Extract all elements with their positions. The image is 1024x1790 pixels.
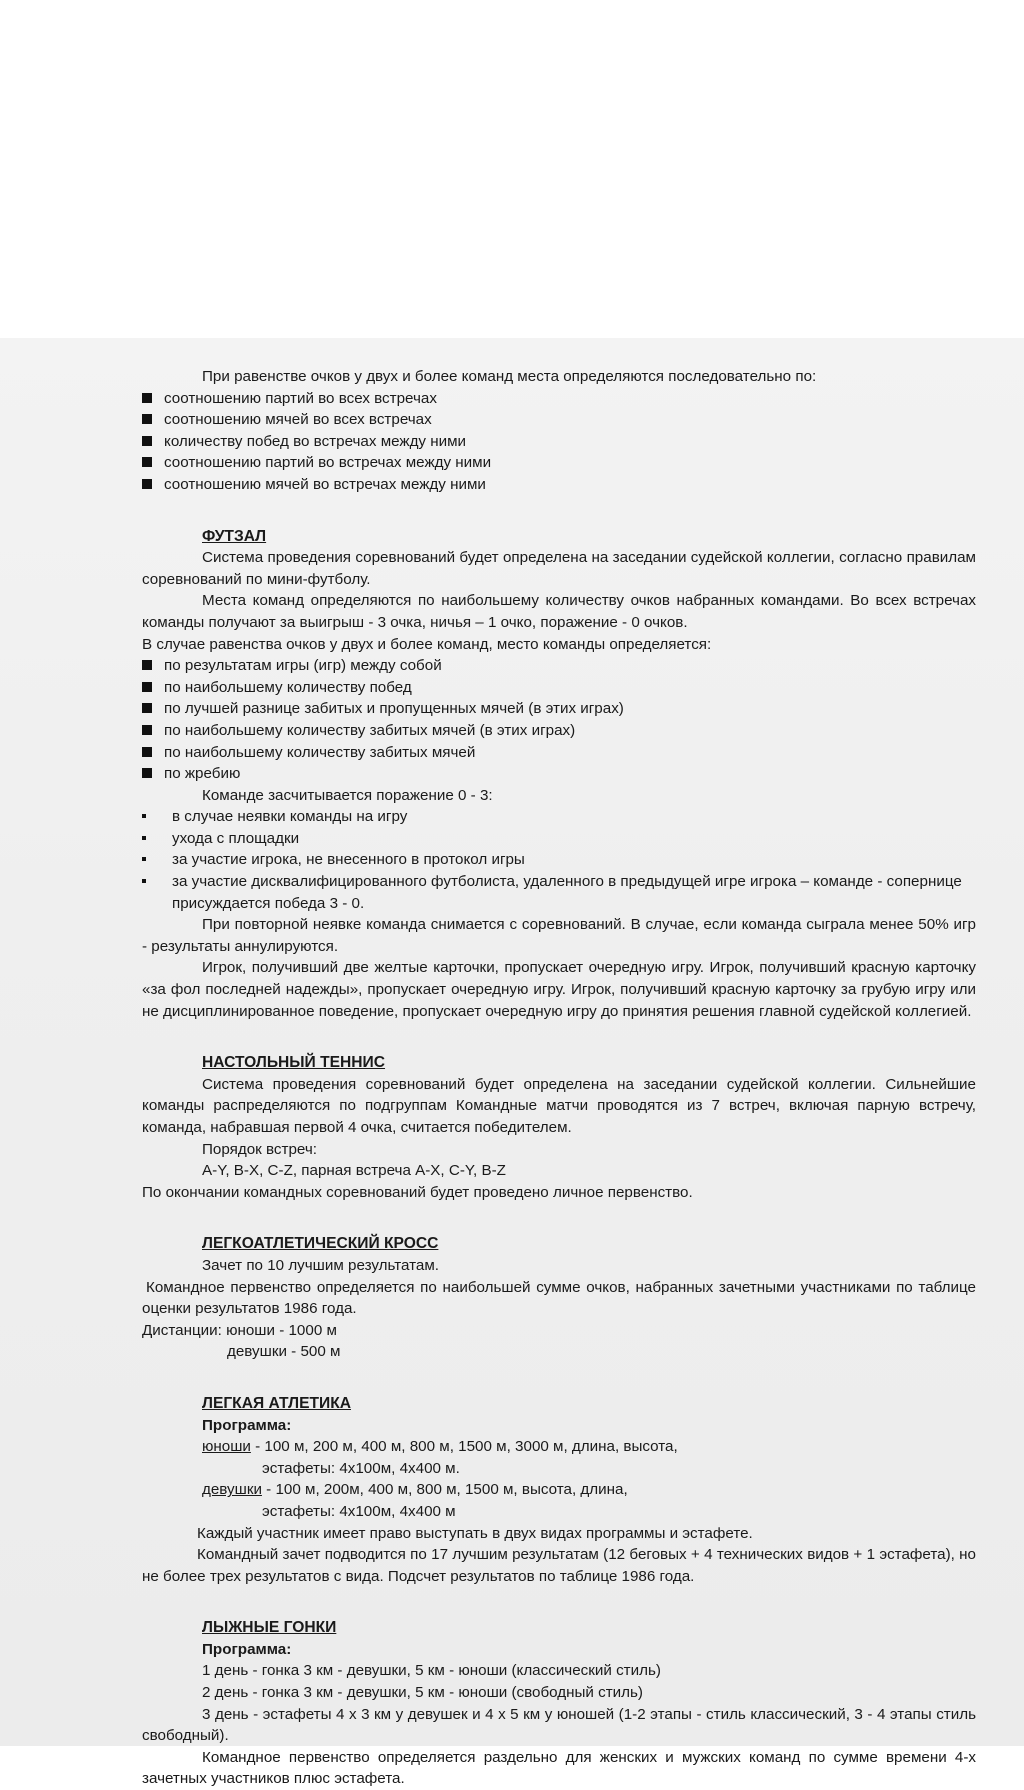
- cross-distance-boys: Дистанции: юноши - 1000 м: [142, 1321, 337, 1339]
- athletics-girls-line: [142, 1479, 976, 1501]
- list-item: за участие дисквалифицированного футболиста, удаленного в предыдущей игре игрока – команде - сопернице присуждается победа 3 - 0.: [142, 871, 976, 914]
- futsal-tiebreak-list: [142, 655, 976, 785]
- cross-distance-girls: девушки - 500 м: [227, 1343, 341, 1361]
- intro-lead: При равенстве очков у двух и более команд места определяются последовательно по:: [202, 368, 817, 385]
- tennis-order-label: Порядок встреч:: [202, 1140, 318, 1158]
- tennis-paragraph: По окончании командных соревнований будет проведено личное первенство.: [142, 1183, 693, 1201]
- list-item: по наибольшему количеству забитых мячей: [142, 742, 976, 764]
- list-item: по наибольшему количеству побед: [142, 677, 976, 699]
- ski-day-2: 2 день - гонка 3 км - девушки, 5 км - юноши (свободный стиль): [202, 1684, 643, 1702]
- futsal-paragraph: Система проведения соревнований будет определена на заседании судейской коллегии, согласно правилам соревнований по мини-футболу.: [142, 549, 976, 588]
- list-item: по жребию: [142, 763, 976, 785]
- futsal-forfeit-list: [142, 806, 976, 914]
- athletics-girls-events: - 100 м, 200м, 400 м, 800 м, 1500 м, высота, длина,: [261, 1481, 628, 1499]
- athletics-boys-label: юноши: [202, 1438, 251, 1456]
- futsal-paragraph: Команде засчитывается поражение 0 - 3:: [202, 786, 493, 804]
- list-item: по лучшей разнице забитых и пропущенных мячей (в этих играх): [142, 698, 976, 720]
- list-item: соотношению мячей во всех встречах: [142, 409, 976, 431]
- tennis-paragraph: Система проведения соревнований будет определена на заседании судейской коллегии. Сильнейшие команды распределяются по подгруппам Командные матчи проводятся из 7 встреч, включая парную встречу, команда, набравшая первой 4 очка, считается победителем.: [142, 1075, 976, 1136]
- athletics-paragraph: Каждый участник имеет право выступать в двух видах программы и эстафете.: [197, 1524, 753, 1542]
- ski-day-3: 3 день - эстафеты 4 х 3 км у девушек и 4 х 5 км у юношей (1-2 этапы - стиль классический, 3 - 4 этапы стиль свободный).: [142, 1705, 976, 1745]
- section-heading-athletics: ЛЕГКАЯ АТЛЕТИКА: [202, 1394, 351, 1412]
- section-heading-futsal: ФУТЗАЛ: [202, 527, 267, 545]
- athletics-girls-relay: эстафеты: 4х100м, 4х400 м: [262, 1502, 456, 1520]
- list-item: соотношению партий во всех встречах: [142, 388, 976, 410]
- list-item: соотношению партий во встречах между ними: [142, 452, 976, 474]
- list-item: по результатам игры (игр) между собой: [142, 655, 976, 677]
- futsal-paragraph: В случае равенства очков у двух и более команд, место команды определяется:: [142, 635, 712, 653]
- athletics-boys-relay: эстафеты: 4х100м, 4х400 м.: [262, 1459, 460, 1477]
- futsal-paragraph: Игрок, получивший две желтые карточки, пропускает очередную игру. Игрок, получивший красную карточку «за фол последней надежды», пропускает очередную игру. Игрок, получивший красную карточку за грубую игру или не дисциплинированное поведение, пропускает очередную игру до принятия решения главной судейской коллегией.: [142, 959, 976, 1020]
- ski-day-1: 1 день - гонка 3 км - девушки, 5 км - юноши (классический стиль): [202, 1662, 661, 1680]
- ski-program-label: Программа:: [202, 1640, 292, 1658]
- athletics-girls-label: девушки: [202, 1481, 262, 1499]
- futsal-paragraph: Места команд определяются по наибольшему количеству очков набранных командами. Во всех встречах команды получают за выигрыш - 3 очка, ничья – 1 очко, поражение - 0 очков.: [142, 592, 976, 631]
- athletics-boys-line: [142, 1436, 976, 1458]
- cross-paragraph: Зачет по 10 лучшим результатам.: [202, 1256, 440, 1274]
- list-item: по наибольшему количеству забитых мячей (в этих играх): [142, 720, 976, 742]
- list-item: соотношению мячей во встречах между ними: [142, 474, 976, 496]
- list-item: количеству побед во встречах между ними: [142, 431, 976, 453]
- section-heading-table-tennis: НАСТОЛЬНЫЙ ТЕННИС: [202, 1054, 386, 1072]
- list-item: за участие игрока, не внесенного в протокол игры: [142, 849, 976, 871]
- intro-criteria-list: [142, 388, 976, 496]
- athletics-boys-events: - 100 м, 200 м, 400 м, 800 м, 1500 м, 3000 м, длина, высота,: [250, 1438, 678, 1456]
- cross-paragraph: Командное первенство определяется по наибольшей сумме очков, набранных зачетными участниками по таблице оценки результатов 1986 года.: [142, 1278, 976, 1318]
- section-heading-cross-country: ЛЕГКОАТЛЕТИЧЕСКИЙ КРОСС: [202, 1235, 439, 1253]
- ski-paragraph: Командное первенство определяется раздельно для женских и мужских команд по сумме времени 4-х зачетных участников плюс эстафета.: [142, 1748, 976, 1788]
- athletics-program-label: Программа:: [202, 1416, 292, 1434]
- futsal-paragraph: При повторной неявке команда снимается с соревнований. В случае, если команда сыграла менее 50% игр - результаты аннулируются.: [142, 916, 976, 955]
- list-item: ухода с площадки: [142, 828, 976, 850]
- document-body: [142, 366, 976, 1790]
- list-item: в случае неявки команды на игру: [142, 806, 976, 828]
- tennis-order: A-Y, B-X, C-Z, парная встреча A-X, C-Y, B-Z: [202, 1162, 506, 1180]
- section-heading-ski-racing: ЛЫЖНЫЕ ГОНКИ: [202, 1619, 337, 1637]
- athletics-paragraph: Командный зачет подводится по 17 лучшим результатам (12 беговых + 4 технических видов + 1 эстафета), но не более трех результатов с вида. Подсчет результатов по таблице 1986 года.: [142, 1546, 976, 1585]
